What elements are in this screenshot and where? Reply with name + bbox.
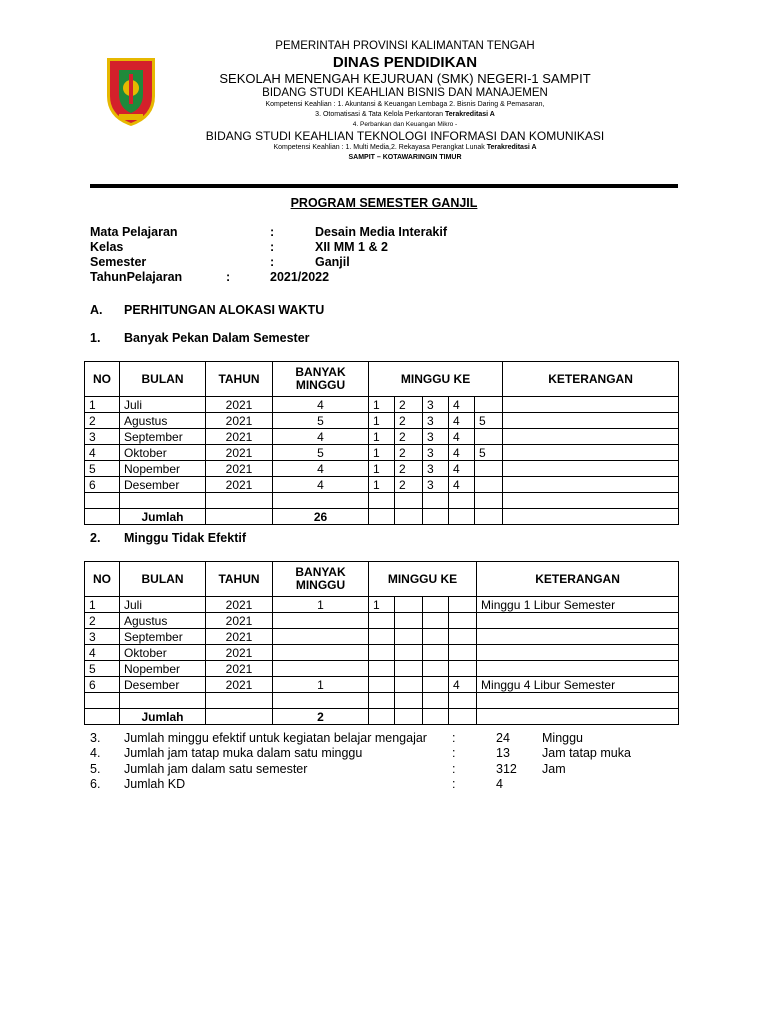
cell-no: 6: [85, 677, 120, 693]
cell-week-3: 3: [423, 413, 449, 429]
cell-empty: [449, 709, 477, 725]
cell-month: September: [120, 429, 206, 445]
col-header-week-number: MINGGU KE: [369, 362, 503, 397]
cell-week-count: 1: [273, 677, 369, 693]
cell-year: 2021: [206, 613, 273, 629]
table-row: [85, 397, 679, 413]
competency-text: 3. Otomatisasi & Tata Kelola Perkantoran: [315, 111, 444, 118]
total-value: 26: [273, 509, 369, 525]
header-agency: DINAS PENDIDIKAN: [332, 54, 478, 71]
table-row: [85, 445, 679, 461]
cell-no: 3: [85, 429, 120, 445]
cell-week-3: [423, 613, 449, 629]
cell-week-3: 3: [423, 477, 449, 493]
document-title: PROGRAM SEMESTER GANJIL: [290, 196, 478, 210]
info-colon: :: [270, 225, 275, 239]
cell-week-4: 4: [449, 445, 475, 461]
col-header-week-count: BANYAK MINGGU: [273, 362, 369, 397]
cell-empty: [503, 493, 679, 509]
table-header-row: [85, 362, 679, 397]
cell-year: 2021: [206, 645, 273, 661]
cell-empty: [206, 693, 273, 709]
cell-no: 6: [85, 477, 120, 493]
cell-no: 1: [85, 397, 120, 413]
summary-number: 4.: [90, 746, 101, 760]
cell-week-5: [475, 477, 503, 493]
cell-week-1: [369, 613, 395, 629]
cell-week-1: 1: [369, 429, 395, 445]
cell-empty: [369, 693, 395, 709]
total-value: 2: [273, 709, 369, 725]
cell-empty: [423, 493, 449, 509]
cell-month: Juli: [120, 397, 206, 413]
cell-empty: [475, 509, 503, 525]
cell-month: Oktober: [120, 645, 206, 661]
summary-number: 6.: [90, 777, 101, 791]
cell-empty: [120, 693, 206, 709]
cell-week-count: 4: [273, 461, 369, 477]
cell-week-count: 4: [273, 397, 369, 413]
table-row: [85, 429, 679, 445]
cell-week-1: 1: [369, 397, 395, 413]
competency-text: Kompetensi Keahlian : 1. Multi Media,2. Rekayasa Perangkat Lunak: [273, 144, 485, 151]
table-row: [85, 477, 679, 493]
cell-empty: [449, 509, 475, 525]
weeks-in-semester-table: [84, 361, 679, 525]
info-value-semester: Ganjil: [315, 255, 350, 269]
cell-empty: [206, 493, 273, 509]
cell-year: 2021: [206, 445, 273, 461]
cell-notes: [503, 477, 679, 493]
cell-week-count: 4: [273, 477, 369, 493]
cell-week-5: [475, 429, 503, 445]
cell-week-3: 3: [423, 445, 449, 461]
cell-empty: [477, 709, 679, 725]
cell-month: Nopember: [120, 661, 206, 677]
summary-unit: Jam: [542, 762, 566, 776]
cell-week-1: [369, 629, 395, 645]
cell-week-2: [395, 645, 423, 661]
cell-week-2: 2: [395, 461, 423, 477]
cell-no: 3: [85, 629, 120, 645]
cell-empty: [423, 509, 449, 525]
cell-year: 2021: [206, 429, 273, 445]
cell-empty: [85, 693, 120, 709]
cell-week-4: 4: [449, 429, 475, 445]
cell-week-4: [449, 597, 477, 613]
summary-unit: Minggu: [542, 731, 583, 745]
cell-week-1: 1: [369, 413, 395, 429]
cell-empty: [449, 493, 475, 509]
cell-week-count: 1: [273, 597, 369, 613]
summary-value: 24: [496, 731, 510, 745]
cell-no: 2: [85, 613, 120, 629]
cell-year: 2021: [206, 477, 273, 493]
header-divider: [90, 184, 678, 188]
col-header-week-number: MINGGU KE: [369, 562, 477, 597]
col-header-no: NO: [85, 362, 120, 397]
cell-notes: [503, 397, 679, 413]
cell-week-2: 2: [395, 413, 423, 429]
cell-week-5: 5: [475, 413, 503, 429]
cell-week-2: [395, 629, 423, 645]
cell-week-1: 1: [369, 445, 395, 461]
cell-month: Oktober: [120, 445, 206, 461]
cell-notes: [503, 445, 679, 461]
header-competencies-business-1: Kompetensi Keahlian : 1. Akuntansi & Keuangan Lembaga 2. Bisnis Daring & Pemasaran,: [265, 101, 545, 108]
accreditation-badge: Terakreditasi A: [486, 144, 537, 151]
cell-week-1: [369, 677, 395, 693]
cell-notes: Minggu 1 Libur Semester: [477, 597, 679, 613]
cell-year: 2021: [206, 461, 273, 477]
table-row: [85, 597, 679, 613]
cell-week-3: [423, 645, 449, 661]
cell-week-2: [395, 597, 423, 613]
provincial-emblem-icon: [105, 56, 157, 128]
summary-text: Jumlah jam tatap muka dalam satu minggu: [124, 746, 363, 760]
info-label-class: Kelas: [90, 240, 124, 254]
cell-week-count: 5: [273, 413, 369, 429]
cell-week-4: 4: [449, 397, 475, 413]
header-competencies-ict: [180, 144, 630, 151]
cell-week-count: [273, 613, 369, 629]
cell-week-4: [449, 613, 477, 629]
cell-week-3: 3: [423, 397, 449, 413]
non-effective-weeks-table: [84, 561, 679, 725]
summary-colon: :: [452, 762, 456, 776]
info-colon: :: [226, 270, 231, 284]
summary-number: 3.: [90, 731, 101, 745]
cell-week-3: 3: [423, 461, 449, 477]
summary-text: Jumlah minggu efektif untuk kegiatan belajar mengajar: [124, 731, 427, 745]
cell-notes: [477, 629, 679, 645]
cell-empty: [369, 493, 395, 509]
cell-month: Desember: [120, 677, 206, 693]
col-header-year: TAHUN: [206, 562, 273, 597]
cell-empty: [369, 509, 395, 525]
cell-empty: [369, 709, 395, 725]
table-header-row: [85, 562, 679, 597]
info-value-year: 2021/2022: [270, 270, 330, 284]
cell-week-5: [475, 397, 503, 413]
info-label-subject: Mata Pelajaran: [90, 225, 178, 239]
table-row-total: [85, 709, 679, 725]
cell-month: Desember: [120, 477, 206, 493]
info-label-year: TahunPelajaran: [90, 270, 183, 284]
cell-week-2: [395, 613, 423, 629]
cell-empty: [206, 709, 273, 725]
cell-week-1: [369, 661, 395, 677]
cell-no: 4: [85, 445, 120, 461]
cell-week-2: 2: [395, 397, 423, 413]
cell-week-count: 5: [273, 445, 369, 461]
cell-week-3: [423, 629, 449, 645]
cell-empty: [477, 693, 679, 709]
col-header-notes: KETERANGAN: [503, 362, 679, 397]
cell-no: 5: [85, 461, 120, 477]
cell-no: 4: [85, 645, 120, 661]
section-1-number: 1.: [90, 331, 101, 345]
cell-month: Juli: [120, 597, 206, 613]
cell-empty: [449, 693, 477, 709]
info-colon: :: [270, 240, 275, 254]
summary-colon: :: [452, 777, 456, 791]
summary-colon: :: [452, 731, 456, 745]
cell-week-1: 1: [369, 597, 395, 613]
total-label: Jumlah: [120, 709, 206, 725]
accreditation-badge: Terakreditasi A: [445, 111, 495, 118]
table-row-empty: [85, 493, 679, 509]
summary-text: Jumlah jam dalam satu semester: [124, 762, 308, 776]
table-row: [85, 413, 679, 429]
summary-value: 312: [496, 762, 517, 776]
summary-text: Jumlah KD: [124, 777, 186, 791]
cell-week-4: 4: [449, 477, 475, 493]
cell-week-count: [273, 661, 369, 677]
cell-week-count: [273, 629, 369, 645]
cell-week-count: 4: [273, 429, 369, 445]
cell-empty: [503, 509, 679, 525]
summary-value: 13: [496, 746, 510, 760]
total-label: Jumlah: [120, 509, 206, 525]
col-header-month: BULAN: [120, 362, 206, 397]
cell-empty: [85, 709, 120, 725]
table-row: [85, 677, 679, 693]
table-row: [85, 613, 679, 629]
table-row: [85, 629, 679, 645]
cell-year: 2021: [206, 397, 273, 413]
info-label-semester: Semester: [90, 255, 147, 269]
cell-empty: [273, 693, 369, 709]
header-field-business: BIDANG STUDI KEAHLIAN BISNIS DAN MANAJEMEN: [262, 87, 548, 99]
cell-week-4: 4: [449, 461, 475, 477]
cell-empty: [120, 493, 206, 509]
cell-empty: [395, 709, 423, 725]
table-row: [85, 645, 679, 661]
cell-notes: [503, 461, 679, 477]
cell-week-2: [395, 661, 423, 677]
section-2-title: Minggu Tidak Efektif: [124, 531, 246, 545]
col-header-no: NO: [85, 562, 120, 597]
cell-notes: [477, 613, 679, 629]
cell-week-4: [449, 645, 477, 661]
header-field-ict: BIDANG STUDI KEAHLIAN TEKNOLOGI INFORMASI DAN KOMUNIKASI: [205, 129, 605, 143]
cell-year: 2021: [206, 413, 273, 429]
cell-week-5: 5: [475, 445, 503, 461]
summary-value: 4: [496, 777, 503, 791]
info-value-subject: Desain Media Interakif: [315, 225, 447, 239]
table-row-total: [85, 509, 679, 525]
section-2-number: 2.: [90, 531, 101, 545]
col-header-notes: KETERANGAN: [477, 562, 679, 597]
cell-month: Agustus: [120, 413, 206, 429]
col-header-week-count: BANYAK MINGGU: [273, 562, 369, 597]
cell-empty: [206, 509, 273, 525]
cell-notes: Minggu 4 Libur Semester: [477, 677, 679, 693]
cell-empty: [395, 493, 423, 509]
section-a-title: PERHITUNGAN ALOKASI WAKTU: [124, 303, 325, 317]
table-row-empty: [85, 693, 679, 709]
cell-week-count: [273, 645, 369, 661]
cell-month: September: [120, 629, 206, 645]
cell-notes: [477, 661, 679, 677]
cell-empty: [273, 493, 369, 509]
cell-empty: [85, 493, 120, 509]
cell-empty: [423, 709, 449, 725]
header-competencies-business-3: 4. Perbankan dan Keuangan Mikro -: [352, 121, 458, 128]
section-a-number: A.: [90, 303, 103, 317]
summary-colon: :: [452, 746, 456, 760]
cell-week-4: 4: [449, 677, 477, 693]
cell-notes: [477, 645, 679, 661]
cell-notes: [503, 429, 679, 445]
cell-year: 2021: [206, 677, 273, 693]
cell-notes: [503, 413, 679, 429]
cell-week-1: 1: [369, 477, 395, 493]
cell-week-2: 2: [395, 445, 423, 461]
cell-week-1: 1: [369, 461, 395, 477]
cell-year: 2021: [206, 661, 273, 677]
header-government: PEMERINTAH PROVINSI KALIMANTAN TENGAH: [275, 40, 535, 52]
cell-week-4: 4: [449, 413, 475, 429]
cell-month: Nopember: [120, 461, 206, 477]
table-row: [85, 661, 679, 677]
cell-month: Agustus: [120, 613, 206, 629]
cell-week-5: [475, 461, 503, 477]
col-header-month: BULAN: [120, 562, 206, 597]
cell-week-4: [449, 629, 477, 645]
cell-week-2: 2: [395, 429, 423, 445]
cell-empty: [423, 693, 449, 709]
col-header-year: TAHUN: [206, 362, 273, 397]
cell-week-3: [423, 677, 449, 693]
cell-week-1: [369, 645, 395, 661]
cell-week-3: 3: [423, 429, 449, 445]
header-competencies-business-2: [180, 111, 630, 118]
cell-week-2: 2: [395, 477, 423, 493]
cell-week-3: [423, 661, 449, 677]
info-value-class: XII MM 1 & 2: [315, 240, 388, 254]
cell-year: 2021: [206, 629, 273, 645]
cell-no: 5: [85, 661, 120, 677]
header-location: SAMPIT – KOTAWARINGIN TIMUR: [348, 154, 462, 161]
section-1-title: Banyak Pekan Dalam Semester: [124, 331, 310, 345]
info-colon: :: [270, 255, 275, 269]
cell-empty: [395, 693, 423, 709]
cell-empty: [475, 493, 503, 509]
header-school: SEKOLAH MENENGAH KEJURUAN (SMK) NEGERI-1 SAMPIT: [219, 71, 591, 86]
cell-week-2: [395, 677, 423, 693]
cell-week-3: [423, 597, 449, 613]
cell-empty: [85, 509, 120, 525]
summary-number: 5.: [90, 762, 101, 776]
cell-year: 2021: [206, 597, 273, 613]
table-row: [85, 461, 679, 477]
cell-no: 2: [85, 413, 120, 429]
cell-week-4: [449, 661, 477, 677]
cell-empty: [395, 509, 423, 525]
summary-unit: Jam tatap muka: [542, 746, 631, 760]
cell-no: 1: [85, 597, 120, 613]
